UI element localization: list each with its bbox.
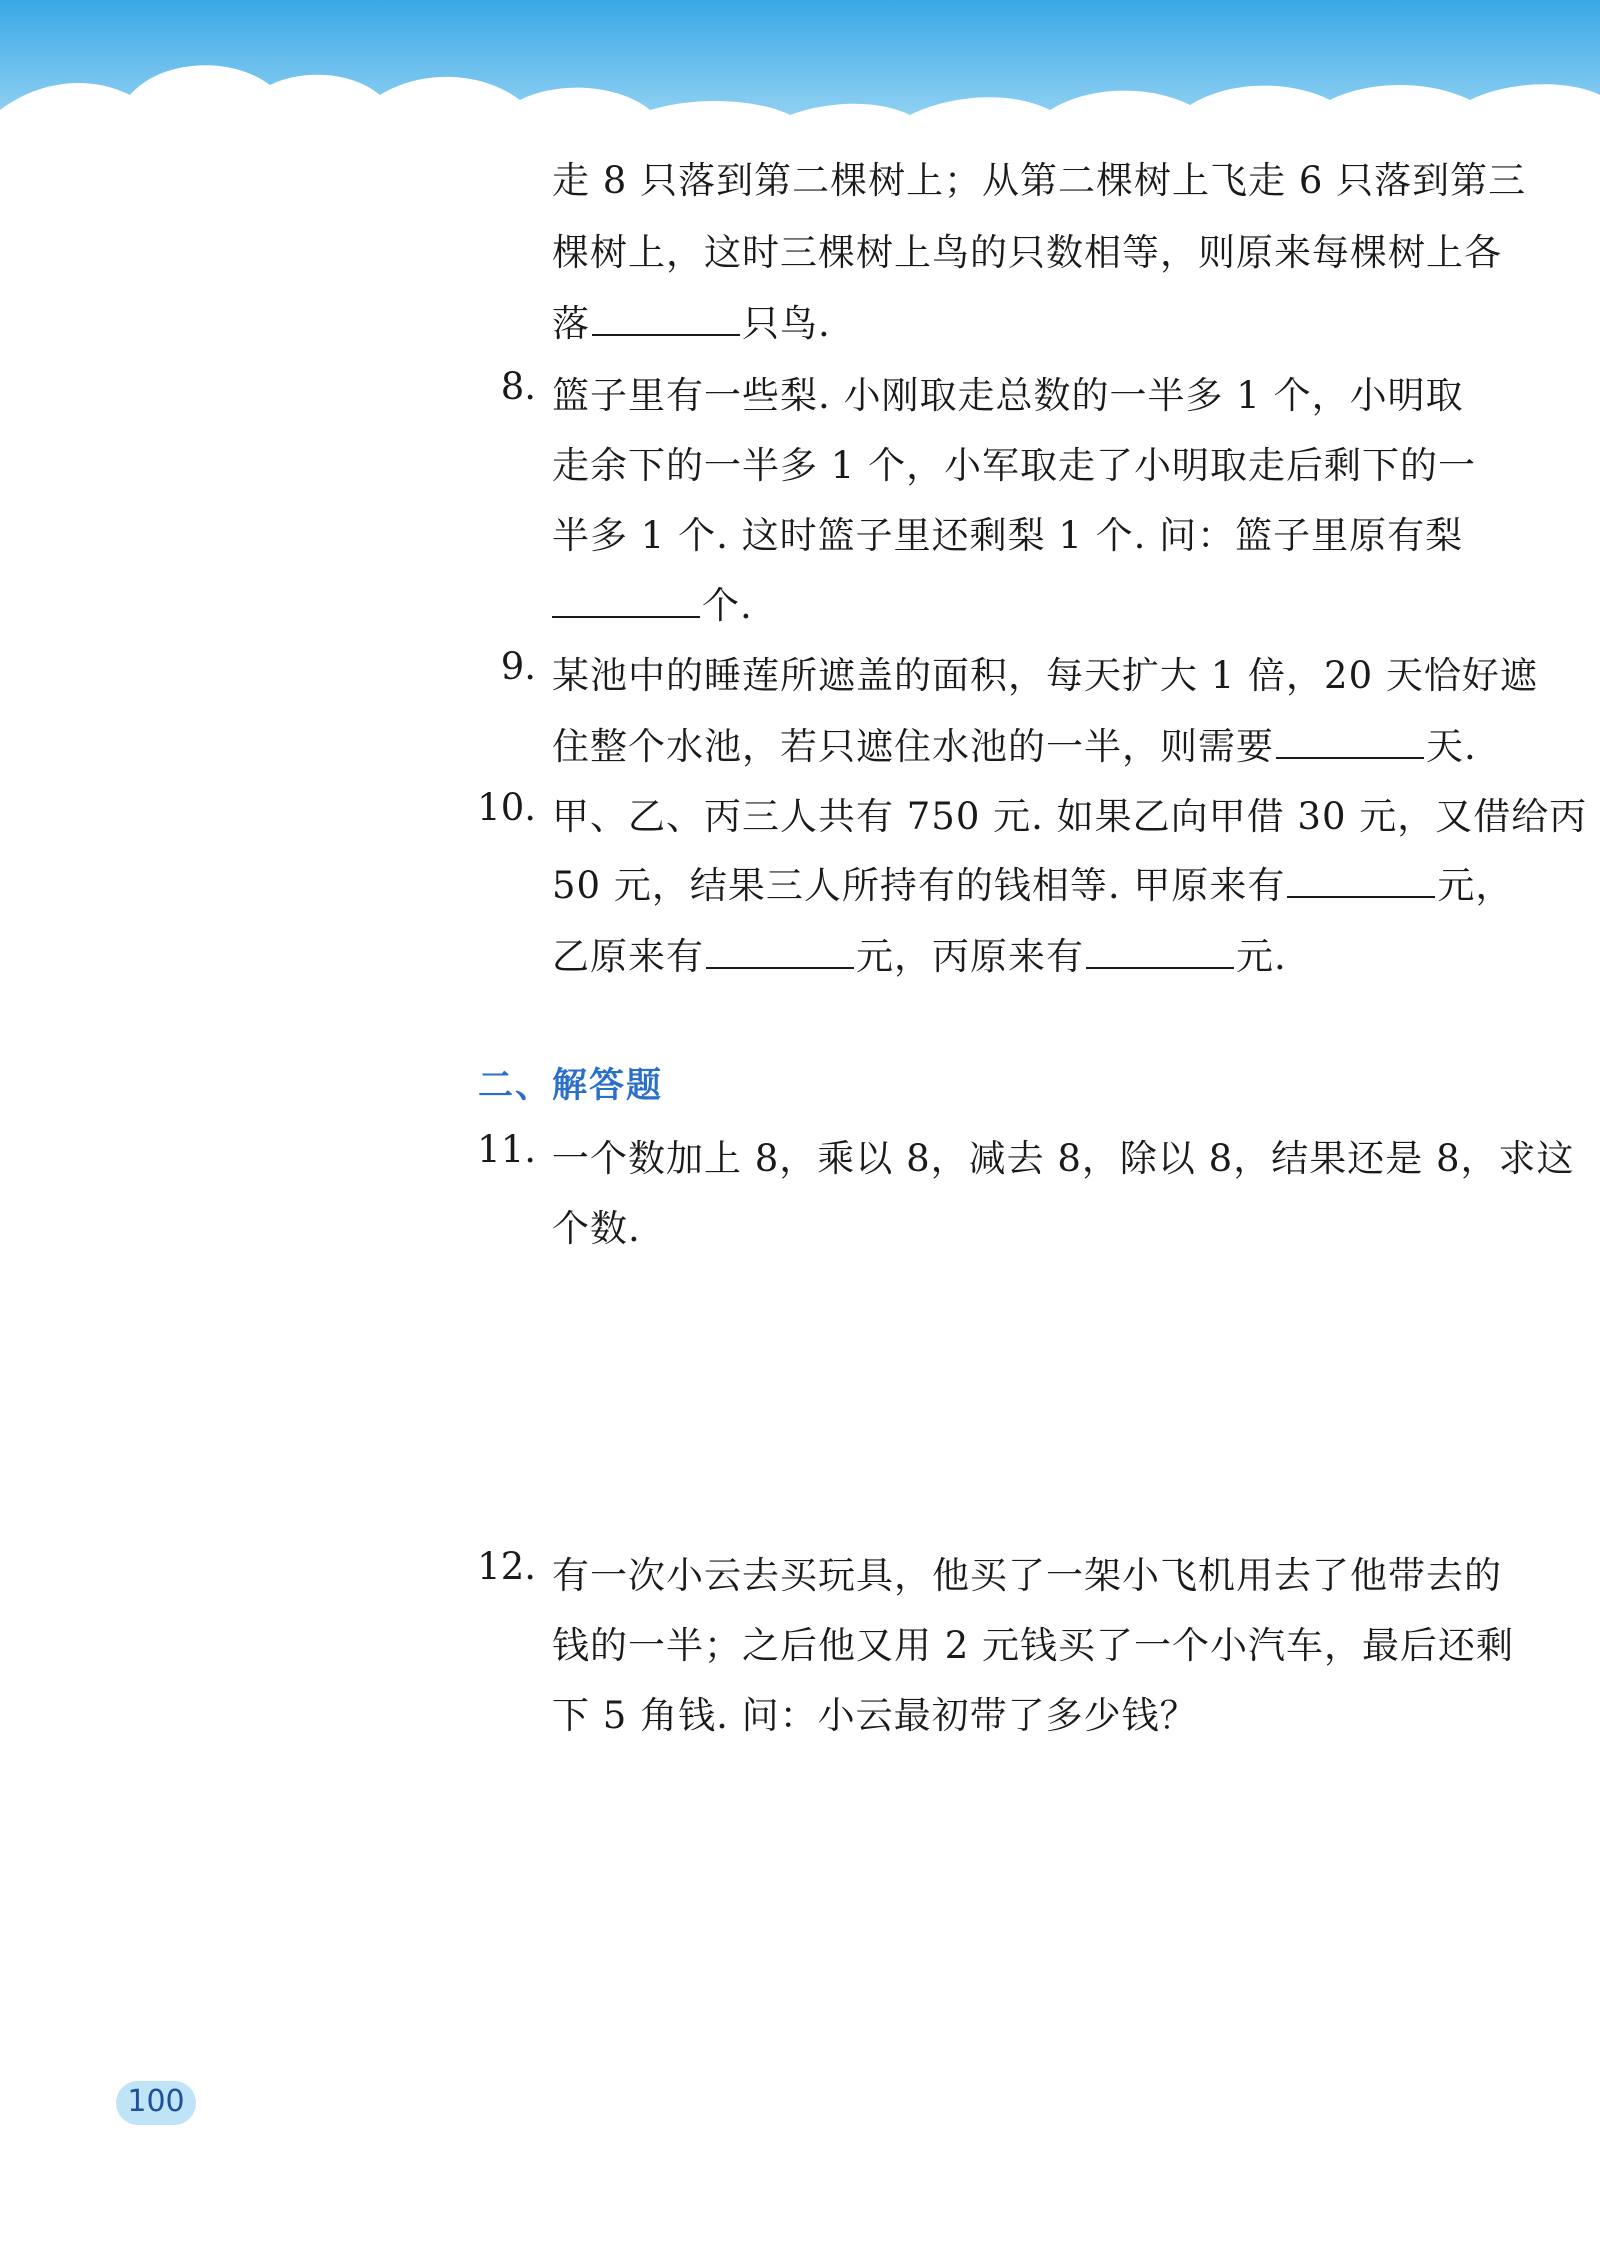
q8-line-2: 走余下的一半多 1 个，小军取走了小明取走后剩下的一 xyxy=(552,444,1477,487)
q12-line-1: 有一次小云去买玩具，他买了一架小飞机用去了他带去的 xyxy=(552,1554,1502,1597)
q10-line-3 xyxy=(552,926,1287,980)
q11-line-1: 一个数加上 8，乘以 8，减去 8，除以 8，结果还是 8，求这 xyxy=(552,1137,1575,1180)
q9-line-2-start: 住整个水池，若只遮住水池的一半，则需要 xyxy=(552,725,1274,768)
q9-line-2 xyxy=(552,716,1477,770)
q7-line-3-start: 落 xyxy=(552,302,590,345)
q7-line-3 xyxy=(552,293,831,347)
q11-number: 11. xyxy=(477,1128,536,1171)
q10-answer-blank-b[interactable] xyxy=(706,935,854,969)
q8-answer-blank[interactable] xyxy=(552,584,700,618)
q7-line-1: 走 8 只落到第二棵树上；从第二棵树上飞走 6 只落到第三 xyxy=(552,159,1527,202)
q10-line-1: 甲、乙、丙三人共有 750 元. 如果乙向甲借 30 元，又借给丙 xyxy=(552,795,1588,838)
q7-line-2: 棵树上，这时三棵树上鸟的只数相等，则原来每棵树上各 xyxy=(552,231,1502,274)
q8-line-1: 篮子里有一些梨. 小刚取走总数的一半多 1 个，小明取 xyxy=(552,374,1464,417)
q10-line-2-end: 元， xyxy=(1437,864,1514,907)
q12-line-3: 下 5 角钱. 问：小云最初带了多少钱？ xyxy=(552,1694,1198,1737)
q10-number: 10. xyxy=(477,786,536,829)
q9-line-2-end: 天. xyxy=(1426,725,1477,768)
q8-line-4 xyxy=(552,575,753,629)
page-number: 100 xyxy=(127,2084,185,2119)
q12-number: 12. xyxy=(477,1545,536,1588)
q10-answer-blank-a[interactable] xyxy=(1287,864,1435,898)
q8-line-4-end: 个. xyxy=(702,584,753,627)
q11-line-2: 个数. xyxy=(552,1207,641,1250)
q10-line-2 xyxy=(552,855,1513,909)
q10-line-3-mid: 元，丙原来有 xyxy=(856,935,1084,978)
q10-line-3-start: 乙原来有 xyxy=(552,935,704,978)
q10-line-3-end: 元. xyxy=(1236,935,1287,978)
q8-line-3: 半多 1 个. 这时篮子里还剩梨 1 个. 问：篮子里原有梨 xyxy=(552,514,1464,557)
section-title-answer-questions: 二、解答题 xyxy=(478,1066,664,1106)
q10-line-2-start: 50 元，结果三人所持有的钱相等. 甲原来有 xyxy=(552,864,1286,907)
q7-line-3-end: 只鸟. xyxy=(742,302,831,345)
q9-line-1: 某池中的睡莲所遮盖的面积，每天扩大 1 倍，20 天恰好遮 xyxy=(552,654,1538,697)
q8-number: 8. xyxy=(500,365,536,408)
header-cloud-banner xyxy=(0,0,1600,150)
q9-answer-blank[interactable] xyxy=(1276,725,1424,759)
q12-line-2: 钱的一半；之后他又用 2 元钱买了一个小汽车，最后还剩 xyxy=(552,1624,1515,1667)
q7-answer-blank[interactable] xyxy=(592,302,740,336)
q9-number: 9. xyxy=(500,645,536,688)
q10-answer-blank-c[interactable] xyxy=(1086,935,1234,969)
